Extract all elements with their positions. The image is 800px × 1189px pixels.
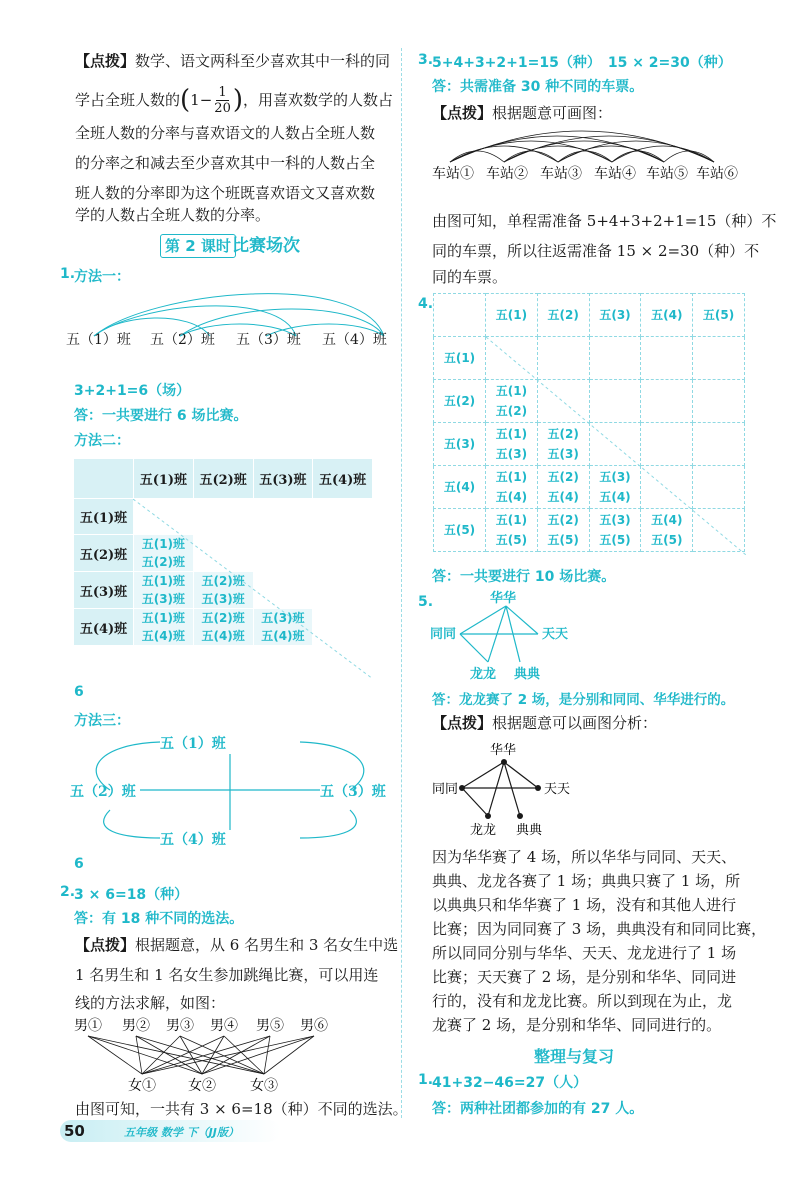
girl-2: 女②: [188, 1078, 216, 1094]
section-title: 比赛场次: [232, 236, 300, 256]
tip5-line5: 所以同同分别与华华、天天、龙龙进行了 1 场: [432, 944, 737, 962]
row-header: 五(4)班: [74, 609, 134, 646]
q3-conclusion-3: 同的车票。: [432, 268, 508, 286]
q5-number: 5.: [418, 594, 434, 610]
station-arc: [504, 151, 558, 162]
boy-4: 男④: [210, 1018, 238, 1034]
connection-line: [264, 1036, 270, 1074]
boy-5: 男⑤: [256, 1018, 284, 1034]
node-tongtong: 同同: [430, 627, 457, 642]
row-header: 五(1)班: [74, 499, 134, 535]
table-cell: 五(1)班 五(3)班: [134, 572, 194, 609]
q4-number: 4.: [418, 296, 434, 312]
tip1-line3: 全班人数的分率与喜欢语文的人数占全班人数: [75, 124, 376, 142]
tip2-line1: 【点拨】根据题意，从 6 名男生和 3 名女生中选: [75, 936, 399, 954]
q1-method2: 方法二：: [74, 433, 130, 449]
tip2-line3: 线的方法求解，如图：: [75, 994, 226, 1012]
q1-method1: 方法一：: [74, 269, 130, 285]
station-6: 车站⑥: [696, 166, 738, 182]
boy-2: 男②: [122, 1018, 150, 1034]
node-huahua: 华华: [490, 591, 517, 606]
q4-answer: 答：一共要进行 10 场比赛。: [432, 569, 616, 585]
boy-6: 男⑥: [300, 1018, 328, 1034]
station-arc: [664, 151, 714, 162]
station-arc: [612, 146, 714, 162]
r1-answer: 答：两种社团都参加的有 27 人。: [432, 1101, 644, 1117]
tip5-line6: 比赛；天天赛了 2 场，是分别和华华、同同进: [432, 968, 737, 986]
table-header: 五(3): [589, 294, 641, 337]
table-cell: 五(1)班 五(4)班: [134, 609, 194, 646]
table1-diagonal: [133, 499, 373, 679]
station-3: 车站③: [540, 166, 582, 182]
table-header: 五(5): [693, 294, 745, 337]
station-arc: [450, 151, 504, 162]
node-huahua-b: 华华: [490, 743, 517, 758]
tip5-line7: 行的，没有和龙龙比赛。所以到现在为止，龙: [432, 992, 733, 1010]
table-cell: 五(1) 五(5): [486, 509, 538, 552]
q3-conclusion-2: 同的车票，所以往返需准备 15 × 2=30（种）不: [432, 242, 760, 260]
row-header: 五(5): [434, 509, 486, 552]
tip5-line1: 因为华华赛了 4 场，所以华华与同同、天天、: [432, 848, 737, 866]
method3-diagram: [60, 730, 400, 850]
m3-right-label: 五（3）班: [320, 784, 386, 800]
tip5-line4: 比赛；因为同同赛了 3 场，典典没有和同同比赛，: [432, 920, 767, 938]
row-header: 五(2)班: [74, 535, 134, 572]
tip5-line0: 【点拨】根据题意可以画图分析：: [432, 714, 658, 732]
station-arc: [612, 151, 664, 162]
tip1-line1: 【点拨】数学、语文两科至少喜欢其中一科的同: [75, 52, 391, 70]
q2-answer: 答：有 18 种不同的选法。: [74, 911, 244, 927]
table2-diagonal: [486, 337, 746, 555]
column-divider: [401, 48, 402, 1118]
station-4: 车站④: [594, 166, 636, 182]
table-header: 五(2): [537, 294, 589, 337]
answer-six-a: 6: [74, 684, 84, 700]
station-2: 车站②: [486, 166, 528, 182]
q2-calc: 3 × 6=18（种）: [74, 887, 189, 903]
m3-top-label: 五（1）班: [160, 736, 226, 752]
table-header: 五(4): [641, 294, 693, 337]
table-cell: 五(1) 五(4): [486, 466, 538, 509]
tip1-line6: 学的人数占全班人数的分率。: [75, 206, 271, 224]
fraction-expression: ( 1− $\frac{1}{20}$ ): [180, 84, 243, 116]
q5-graph-black: [428, 740, 578, 836]
station-arc-diagram: [430, 128, 750, 188]
station-arc: [504, 136, 714, 162]
node-longlong-b: 龙龙: [470, 823, 497, 836]
tip5-line3: 以典典只和华华赛了 1 场，没有和其他人进行: [432, 896, 737, 914]
answer-six-b: 6: [74, 856, 84, 872]
table-cell: 五(1) 五(2): [486, 380, 538, 423]
q3-number: 3.: [418, 52, 434, 68]
tip1-line4: 的分率之和减去至少喜欢其中一科的人数占全: [75, 154, 376, 172]
tip1-line2: 学占全班人数的 ( 1− $\frac{1}{20}$ ) ，用喜欢数学的人数占: [75, 84, 394, 116]
q1-calc: 3+2+1=6（场）: [74, 383, 191, 399]
q2-conclusion: 由图可知，一共有 3 × 6=18（种）不同的选法。: [75, 1100, 408, 1118]
girl-1: 女①: [128, 1078, 156, 1094]
m3-left-label: 五（2）班: [70, 784, 136, 800]
table-cell: 五(4) 五(5): [641, 509, 693, 552]
q3-answer: 答：共需准备 30 种不同的车票。: [432, 79, 644, 95]
m3-bottom-label: 五（4）班: [160, 832, 226, 848]
q1-class-3: 五（3）班: [236, 332, 301, 348]
node-tiantian: 天天: [542, 627, 569, 642]
tip1-line5: 班人数的分率即为这个班既喜欢语文又喜欢数: [75, 184, 376, 202]
table-cell: 五(1) 五(3): [486, 423, 538, 466]
tip2-line2: 1 名男生和 1 名女生参加跳绳比赛，可以用连: [75, 966, 379, 984]
connection-line: [88, 1036, 202, 1074]
q1-class-1: 五（1）班: [66, 332, 131, 348]
table-header: 五(2)班: [193, 459, 253, 499]
review-title: 整理与复习: [534, 1047, 615, 1066]
connection-line: [142, 1036, 314, 1074]
station-1: 车站①: [432, 166, 474, 182]
q1-class-4: 五（4）班: [322, 332, 387, 348]
table-cell: 五(2)班 五(4)班: [193, 609, 253, 646]
node-diandian-b: 典典: [516, 823, 543, 836]
table-header: 五(4)班: [313, 459, 373, 499]
station-arc: [558, 141, 714, 162]
node-tiantian-b: 天天: [544, 782, 571, 797]
q2-number: 2.: [60, 884, 76, 900]
q3-conclusion-1: 由图可知，单程需准备 5+4+3+2+1=15（种）不: [432, 212, 777, 230]
q1-answer: 答：一共要进行 6 场比赛。: [74, 408, 248, 424]
row-header: 五(2): [434, 380, 486, 423]
station-arc: [450, 146, 558, 162]
tip5-line8: 龙赛了 2 场，是分别和华华、同同进行的。: [432, 1016, 722, 1034]
station-5: 车站⑤: [646, 166, 688, 182]
node-tongtong-b: 同同: [432, 782, 459, 797]
boys-girls-diagram: [60, 1010, 400, 1100]
table-cell: 五(3) 五(4): [589, 466, 641, 509]
r1-calc: 41+32−46=27（人）: [432, 1075, 588, 1091]
table-cell: 五(3)班 五(4)班: [253, 609, 313, 646]
row-header: 五(3): [434, 423, 486, 466]
boy-3: 男③: [166, 1018, 194, 1034]
section-tag: 第 2 课时: [160, 234, 236, 258]
girl-3: 女③: [250, 1078, 278, 1094]
table-cell: 五(2)班 五(3)班: [193, 572, 253, 609]
tip3-line: 【点拨】根据题意可画图：: [432, 104, 613, 122]
node-diandian: 典典: [514, 667, 541, 680]
row-header: 五(3)班: [74, 572, 134, 609]
q1-arc-diagram: [60, 280, 400, 370]
table-cell: 五(2) 五(4): [537, 466, 589, 509]
r1-number: 1.: [418, 1072, 434, 1088]
q1-class-2: 五（2）班: [150, 332, 215, 348]
station-arc: [558, 151, 612, 162]
table-header: 五(3)班: [253, 459, 313, 499]
tip-label: 【点拨】: [75, 52, 136, 70]
page-number: 50: [64, 1122, 85, 1140]
connection-line: [136, 1036, 142, 1074]
table-cell: 五(1)班 五(2)班: [134, 535, 194, 572]
table-cell: 五(2) 五(5): [537, 509, 589, 552]
footer-text: 五年级 数学 下（JJ版）: [124, 1126, 239, 1139]
q5-answer: 答：龙龙赛了 2 场，是分别和同同、华华进行的。: [432, 692, 735, 708]
q1-number: 1.: [60, 266, 76, 282]
node-longlong: 龙龙: [470, 667, 497, 680]
table-header: 五(1)班: [134, 459, 194, 499]
table-cell: 五(2) 五(3): [537, 423, 589, 466]
table-header: 五(1): [486, 294, 538, 337]
tip5-line2: 典典、龙龙各赛了 1 场；典典只赛了 1 场，所: [432, 872, 741, 890]
q3-calc: 5+4+3+2+1=15（种） 15 × 2=30（种）: [432, 55, 732, 71]
row-header: 五(1): [434, 337, 486, 380]
boy-1: 男①: [74, 1018, 102, 1034]
table-cell: 五(3) 五(5): [589, 509, 641, 552]
row-header: 五(4): [434, 466, 486, 509]
q5-graph: [426, 588, 576, 680]
q1-method3: 方法三：: [74, 713, 130, 729]
